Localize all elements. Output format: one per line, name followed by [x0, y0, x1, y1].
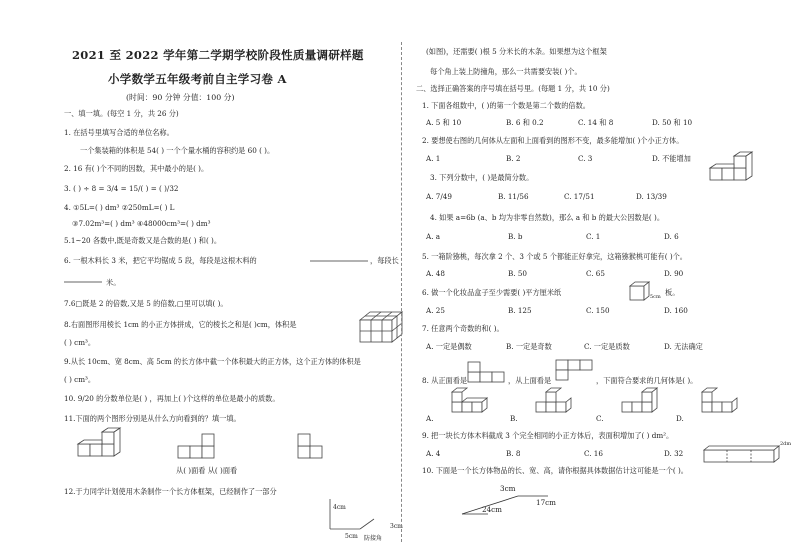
choice-6-a: 6. 做一个化妆品盒子至少需要( )平方厘米纸: [422, 288, 562, 297]
wood-block-label: 2dm: [780, 441, 792, 447]
option-d-cubes-icon: [700, 388, 740, 418]
choice-6-b: 板。: [665, 288, 680, 297]
choice-4: 4. 如果 a=6b (a、b 均为非零自然数)，那么 a 和 b 的最大公因数是( )。: [430, 213, 665, 222]
question-6-a: 6. 一根木料长 3 米，把它平均锯成 5 段，每段是这根木料的: [64, 256, 257, 265]
question-6-b: ，每段长: [370, 256, 399, 265]
cube-group-icon: [708, 152, 754, 184]
block-figure-icon: [76, 430, 136, 460]
section-2-heading: 二、选择正确答案的序号填在括号里。(每题 1 分，共 10 分): [416, 84, 610, 93]
top-view-icon: [554, 358, 598, 382]
box-label: 5cm: [650, 294, 661, 300]
choice-8-option-b: B.: [510, 414, 518, 423]
fraction-blank-icon: [310, 250, 370, 272]
choice-8-a: 8. 从正面看是: [422, 376, 468, 385]
choice-9: 9. 把一块长方体木料截成 3 个完全相同的小正方体后，表面积增加了( ) dm²。: [422, 431, 674, 440]
choice-1-option-d: D. 50 和 10: [652, 118, 693, 127]
choice-1: 1. 下面各组数中，( )的第一个数是第二个数的倍数。: [422, 101, 590, 110]
question-10: 10. 9/20 的分数单位是( ) ，再加上( )个这样的单位是最小的质数。: [64, 394, 280, 403]
frame-label-3cm: 3cm: [390, 523, 403, 530]
question-1-items: 一个集装箱的体积是 54( ) 一个个量水桶的容积约是 60 ( )。: [80, 146, 275, 155]
frame-label-4cm: 4cm: [333, 504, 346, 511]
choice-8-b: ，从上面看是: [508, 376, 552, 385]
choice-8-option-d: D.: [676, 414, 684, 423]
frame-label-5cm: 5cm: [345, 533, 358, 540]
choice-4-option-c: C. 1: [586, 232, 601, 241]
choice-7-option-c: C. 一定是质数: [584, 342, 630, 351]
choice-2-option-c: C. 3: [578, 154, 593, 163]
question-7: 7.6□既是 2 的倍数,又是 5 的倍数,□里可以填( )。: [64, 299, 228, 308]
question-11-answers: 从( )面看 从( )面看: [176, 466, 238, 475]
choice-2-option-b: B. 2: [506, 154, 521, 163]
choice-4-option-a: A. a: [426, 232, 441, 241]
choice-8-option-c: C.: [596, 414, 604, 423]
choice-9-option-c: C. 16: [584, 449, 603, 458]
question-5: 5.1~20 各数中,既是奇数又是合数的是( ) 和( )。: [64, 236, 222, 245]
dimension-label-24cm: 24cm: [482, 505, 502, 514]
choice-6-option-d: D. 160: [664, 306, 688, 315]
column-divider: [401, 42, 402, 542]
exam-title: 2021 至 2022 学年第二学期学校阶段性质量调研样题: [72, 48, 364, 62]
option-c-cubes-icon: [620, 388, 660, 418]
question-3: 3. ( ) ÷ 8 = 3/4 = 15/( ) = ( )/32: [64, 184, 179, 193]
question-8-b: ( ) cm³。: [64, 338, 96, 347]
choice-5-option-a: A. 48: [426, 269, 445, 278]
question-6-c: 米。: [106, 278, 121, 287]
question-1: 1. 在括号里填写合适的单位名称。: [64, 128, 174, 137]
choice-7-option-a: A. 一定是偶数: [426, 342, 472, 351]
choice-7: 7. 任意两个奇数的和( )。: [422, 324, 504, 333]
choice-6-option-a: A. 25: [426, 306, 445, 315]
front-view-icon: [176, 432, 226, 462]
option-a-cubes-icon: [450, 388, 490, 418]
question-9-a: 9.从长 10cm、宽 8cm、高 5cm 的长方体中截一个体积最大的正方体，这个正方体的体积是: [64, 357, 361, 366]
choice-1-option-a: A. 5 和 10: [426, 118, 462, 127]
choice-8-c: ，下面符合要求的几何体是( )。: [596, 376, 698, 385]
question-2: 2. 16 有( )个不同的因数，其中最小的是( )。: [64, 164, 209, 173]
dimension-label-17cm: 17cm: [536, 498, 556, 507]
choice-6-option-c: C. 150: [586, 306, 610, 315]
frame-label-joint: 防接角: [364, 535, 383, 542]
question-12-cont-a: (如图)，还需要( )根 5 分米长的木条。如果想为这个框架: [426, 47, 607, 56]
choice-5: 5. 一箱阶猕桃，每次拿 2 个、3 个或 5 个都能正好拿完，这箱猕猴桃可能有( )个。: [422, 252, 687, 261]
choice-2-option-a: A. 1: [426, 154, 441, 163]
section-1-heading: 一、填一填。(每空 1 分，共 26 分): [64, 109, 179, 118]
choice-1-option-b: B. 6 和 0.2: [506, 118, 544, 127]
choice-10: 10. 下面是一个长方体物品的长、宽、高，请你根据具体数据估计这可能是一个( )。: [422, 466, 688, 475]
choice-3-option-b: B. 11/56: [498, 192, 529, 201]
choice-6-option-b: B. 125: [508, 306, 532, 315]
frame-figure-icon: [326, 495, 386, 535]
question-11: 11.下面的两个图形分别是从什么方向看到的？填一填。: [64, 414, 241, 423]
side-view-icon: [296, 432, 336, 462]
question-8-a: 8.右面图形用棱长 1cm 的小正方体拼成，它的棱长之和是( )cm，体积是: [64, 320, 297, 329]
question-4-b: ③7.02m³=( ) dm³ ④48000cm³=( ) dm³: [72, 219, 211, 228]
box-figure-icon: [628, 280, 652, 302]
choice-3-option-a: A. 7/49: [426, 192, 452, 201]
dimension-label-3cm: 3cm: [500, 484, 516, 493]
choice-7-option-b: B. 一定是奇数: [506, 342, 552, 351]
choice-4-option-b: B. b: [508, 232, 523, 241]
choice-9-option-d: D. 32: [664, 449, 684, 458]
question-9-b: ( ) cm³。: [64, 375, 96, 384]
choice-3-option-c: C. 17/51: [564, 192, 595, 201]
cube-stack-icon: [358, 310, 404, 344]
choice-3: 3. 下列分数中，( )是最简分数。: [430, 173, 534, 182]
choice-9-option-b: B. 8: [506, 449, 521, 458]
choice-2: 2. 要想使右图的几何体从左面和上面看到的图形不变，最多能增加( )个小正方体。: [422, 136, 684, 145]
choice-5-option-c: C. 65: [586, 269, 605, 278]
exam-meta: (时间：90 分钟 分值：100 分): [126, 93, 235, 102]
dimension-figure-icon: [458, 488, 568, 528]
choice-3-option-d: D. 13/39: [636, 192, 667, 201]
choice-1-option-c: C. 14 和 8: [578, 118, 614, 127]
choice-5-option-d: D. 90: [664, 269, 684, 278]
choice-8-option-a: A.: [426, 414, 434, 423]
choice-7-option-d: D. 无法确定: [664, 342, 703, 351]
option-b-cubes-icon: [534, 388, 574, 418]
question-12-cont-b: 每个角上装上防撞角，那么一共需要安装( )个。: [430, 67, 582, 76]
choice-4-option-d: D. 6: [664, 232, 679, 241]
wood-block-icon: [702, 444, 782, 464]
question-12: 12.于力同学计划使用木条制作一个长方体框架，已经制作了一部分: [64, 487, 277, 496]
choice-9-option-a: A. 4: [426, 449, 441, 458]
front-view-icon: [466, 362, 510, 384]
choice-5-option-b: B. 50: [508, 269, 527, 278]
exam-subtitle: 小学数学五年级考前自主学习卷 A: [108, 72, 287, 86]
fraction-blank-icon: [64, 271, 104, 293]
choice-2-option-d: D. 不能增加: [652, 154, 691, 163]
question-4-a: 4. ①5L=( ) dm³ ②250mL=( ) L: [64, 203, 175, 212]
